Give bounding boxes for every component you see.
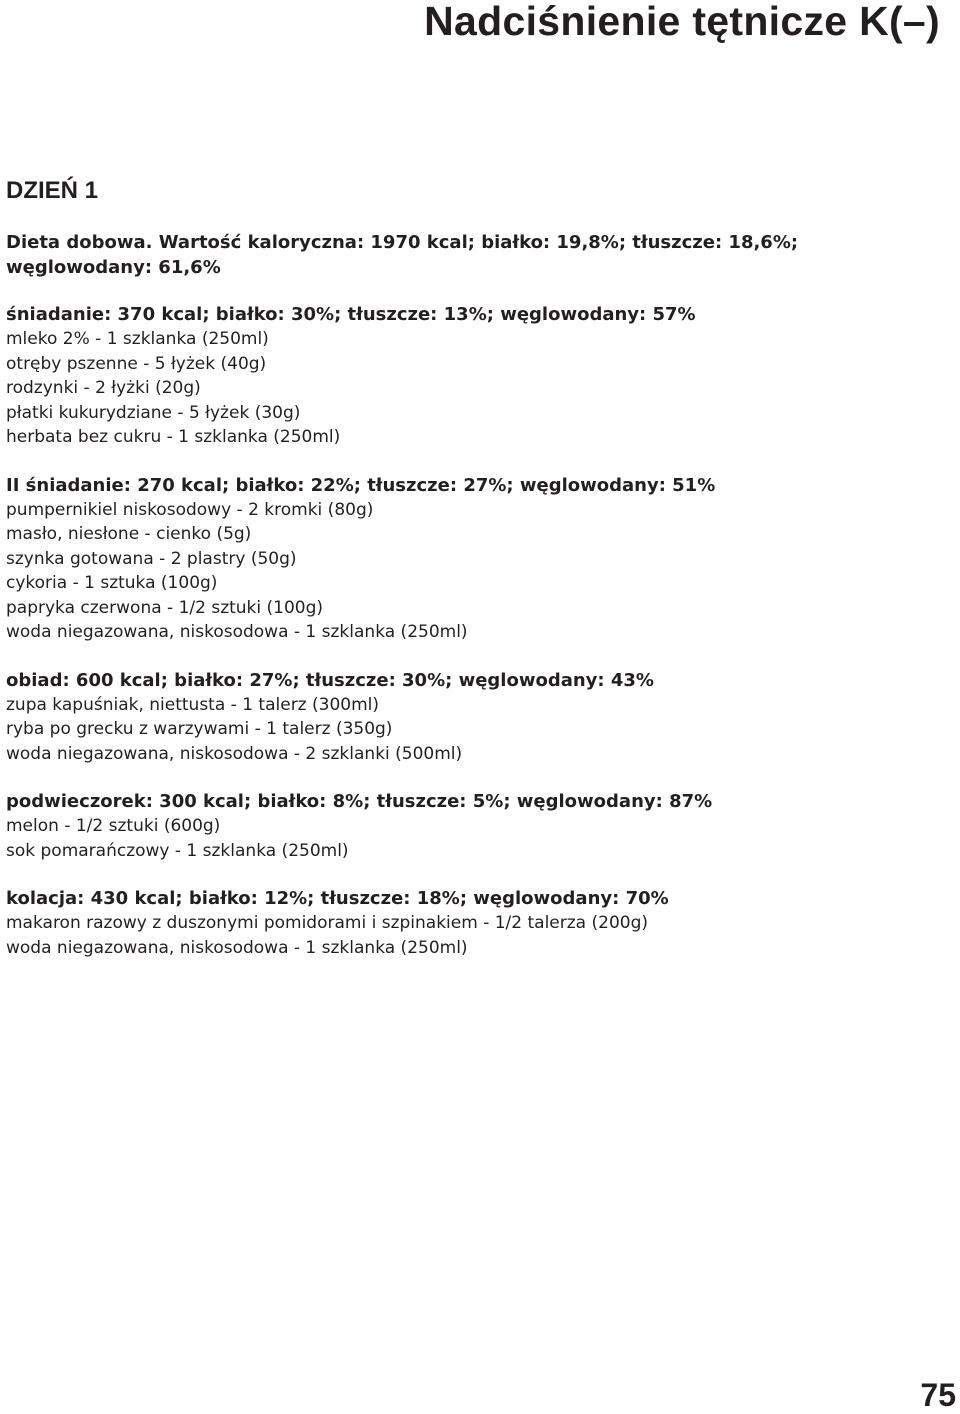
meal-item: woda niegazowana, niskosodowa - 1 szklanka (250ml): [6, 937, 468, 958]
meal-item: sok pomarańczowy - 1 szklanka (250ml): [6, 840, 349, 861]
meal-item: cykoria - 1 sztuka (100g): [6, 573, 218, 593]
meal-item: rodzynki - 2 łyżki (20g): [6, 378, 201, 398]
meal-breakfast: [6, 303, 946, 450]
meal-items: [6, 498, 946, 645]
meal-item: ryba po grecku z warzywami - 1 talerz (350g): [6, 719, 393, 739]
meal-header: podwieczorek: 300 kcal; białko: 8%; tłuszcze: 5%; węglowodany: 87%: [6, 791, 713, 812]
meal-items: [6, 327, 946, 450]
meal-header: II śniadanie: 270 kcal; białko: 22%; tłuszcze: 27%; węglowodany: 51%: [6, 474, 716, 496]
meal-second-breakfast: [6, 474, 946, 645]
meal-list: [6, 303, 946, 984]
meal-item: papryka czerwona - 1/2 sztuki (100g): [6, 597, 324, 618]
meal-item: melon - 1/2 sztuki (600g): [6, 816, 221, 836]
page-number: 75: [920, 1377, 956, 1413]
meal-items: [6, 911, 946, 960]
meal-afternoon-snack: [6, 790, 946, 863]
meal-lunch: [6, 669, 946, 767]
meal-item: masło, niesłone - cienko (5g): [6, 524, 252, 544]
meal-header: obiad: 600 kcal; białko: 27%; tłuszcze: 30%; węglowodany: 43%: [6, 669, 654, 691]
meal-item: zupa kapuśniak, niettusta - 1 talerz (300ml): [6, 694, 380, 715]
page-title: Nadciśnienie tętnicze K(–): [424, 0, 940, 44]
meal-item: szynka gotowana - 2 plastry (50g): [6, 548, 297, 569]
meal-item: płatki kukurydziane - 5 łyżek (30g): [6, 402, 301, 423]
daily-diet-summary: Dieta dobowa. Wartość kaloryczna: 1970 kcal; białko: 19,8%; tłuszcze: 18,6%; węglowodany: 61,6%: [6, 232, 799, 278]
meal-item: mleko 2% - 1 szklanka (250ml): [6, 329, 269, 349]
meal-item: makaron razowy z duszonymi pomidorami i szpinakiem - 1/2 talerza (200g): [6, 913, 648, 933]
meal-item: woda niegazowana, niskosodowa - 1 szklanka (250ml): [6, 622, 468, 642]
meal-item: otręby pszenne - 5 łyżek (40g): [6, 353, 267, 374]
meal-dinner: [6, 887, 946, 960]
meal-item: pumpernikiel niskosodowy - 2 kromki (80g): [6, 499, 374, 520]
meal-items: [6, 693, 946, 767]
day-heading: DZIEŃ 1: [6, 177, 99, 204]
meal-header: kolacja: 430 kcal; białko: 12%; tłuszcze: 18%; węglowodany: 70%: [6, 888, 669, 909]
meal-item: woda niegazowana, niskosodowa - 2 szklanki (500ml): [6, 743, 463, 764]
meal-header: śniadanie: 370 kcal; białko: 30%; tłuszcze: 13%; węglowodany: 57%: [6, 304, 696, 325]
meal-item: herbata bez cukru - 1 szklanka (250ml): [6, 427, 341, 447]
meal-items: [6, 814, 946, 863]
